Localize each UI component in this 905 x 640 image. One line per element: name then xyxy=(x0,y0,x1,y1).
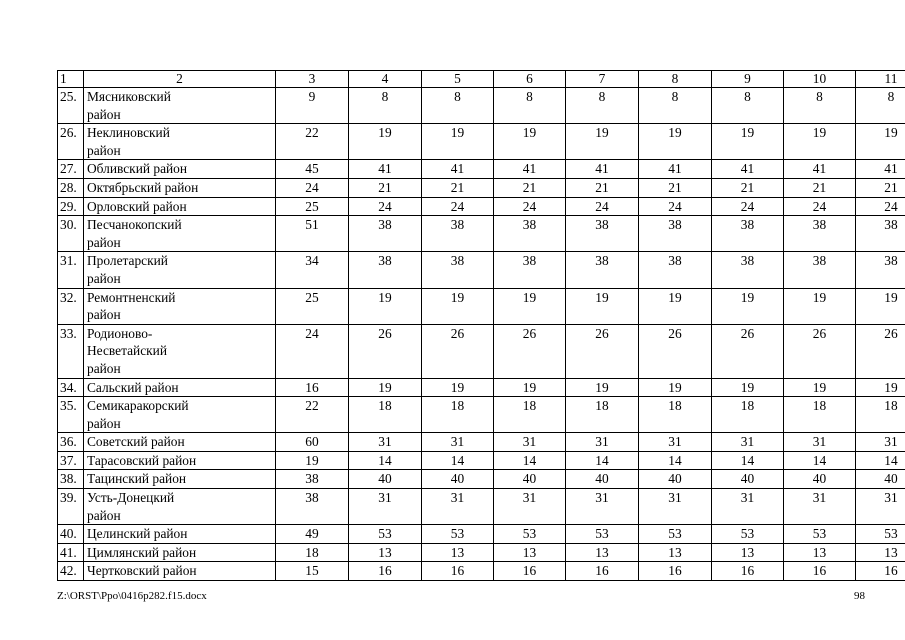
table-row xyxy=(58,397,905,433)
header-cell: 4 xyxy=(349,71,422,88)
value-cell: 53 xyxy=(784,525,856,544)
value-cell: 38 xyxy=(784,216,856,252)
header-cell: 7 xyxy=(566,71,639,88)
value-cell: 38 xyxy=(566,216,639,252)
value-cell: 15 xyxy=(276,562,349,581)
value-cell: 40 xyxy=(639,470,712,489)
district-name: Октябрьский район xyxy=(84,178,276,197)
value-cell: 18 xyxy=(712,397,784,433)
row-number: 26. xyxy=(58,124,84,160)
value-cell: 14 xyxy=(494,451,566,470)
row-number: 41. xyxy=(58,543,84,562)
value-cell: 38 xyxy=(566,252,639,288)
value-cell: 31 xyxy=(494,489,566,525)
district-name: Чертковский район xyxy=(84,562,276,581)
value-cell: 8 xyxy=(566,88,639,124)
value-cell: 31 xyxy=(856,433,905,452)
table-row xyxy=(58,489,905,525)
value-cell: 38 xyxy=(422,252,494,288)
row-number: 40. xyxy=(58,525,84,544)
value-cell: 31 xyxy=(494,433,566,452)
value-cell: 26 xyxy=(856,324,905,378)
row-number: 39. xyxy=(58,489,84,525)
value-cell: 53 xyxy=(639,525,712,544)
value-cell: 13 xyxy=(784,543,856,562)
value-cell: 40 xyxy=(349,470,422,489)
header-cell: 1 xyxy=(58,71,84,88)
value-cell: 53 xyxy=(349,525,422,544)
row-number: 32. xyxy=(58,288,84,324)
value-cell: 31 xyxy=(422,433,494,452)
value-cell: 38 xyxy=(349,252,422,288)
value-cell: 49 xyxy=(276,525,349,544)
value-cell: 38 xyxy=(276,489,349,525)
table-row xyxy=(58,562,905,581)
table-row xyxy=(58,543,905,562)
value-cell: 8 xyxy=(639,88,712,124)
value-cell: 19 xyxy=(276,451,349,470)
value-cell: 9 xyxy=(276,88,349,124)
value-cell: 41 xyxy=(639,160,712,179)
value-cell: 13 xyxy=(349,543,422,562)
district-name: Орловский район xyxy=(84,197,276,216)
district-name: Советский район xyxy=(84,433,276,452)
value-cell: 8 xyxy=(784,88,856,124)
value-cell: 24 xyxy=(276,178,349,197)
value-cell: 38 xyxy=(422,216,494,252)
value-cell: 18 xyxy=(276,543,349,562)
value-cell: 22 xyxy=(276,124,349,160)
table-row xyxy=(58,197,905,216)
value-cell: 38 xyxy=(856,216,905,252)
district-name: Усть-Донецкий район xyxy=(84,489,276,525)
value-cell: 14 xyxy=(639,451,712,470)
value-cell: 19 xyxy=(712,288,784,324)
value-cell: 26 xyxy=(349,324,422,378)
value-cell: 19 xyxy=(784,378,856,397)
value-cell: 14 xyxy=(422,451,494,470)
value-cell: 21 xyxy=(712,178,784,197)
row-number: 25. xyxy=(58,88,84,124)
table-row xyxy=(58,88,905,124)
value-cell: 14 xyxy=(712,451,784,470)
value-cell: 16 xyxy=(639,562,712,581)
value-cell: 19 xyxy=(784,124,856,160)
value-cell: 24 xyxy=(276,324,349,378)
value-cell: 13 xyxy=(566,543,639,562)
value-cell: 41 xyxy=(494,160,566,179)
value-cell: 18 xyxy=(349,397,422,433)
table-row xyxy=(58,433,905,452)
value-cell: 51 xyxy=(276,216,349,252)
district-name: Песчанокопский район xyxy=(84,216,276,252)
value-cell: 19 xyxy=(422,378,494,397)
value-cell: 19 xyxy=(712,124,784,160)
value-cell: 40 xyxy=(784,470,856,489)
value-cell: 18 xyxy=(856,397,905,433)
value-cell: 19 xyxy=(856,288,905,324)
value-cell: 19 xyxy=(566,378,639,397)
value-cell: 19 xyxy=(349,288,422,324)
district-name: Цимлянский район xyxy=(84,543,276,562)
row-number: 38. xyxy=(58,470,84,489)
row-number: 28. xyxy=(58,178,84,197)
value-cell: 26 xyxy=(784,324,856,378)
value-cell: 13 xyxy=(422,543,494,562)
header-cell: 5 xyxy=(422,71,494,88)
value-cell: 31 xyxy=(566,489,639,525)
value-cell: 19 xyxy=(494,378,566,397)
value-cell: 26 xyxy=(639,324,712,378)
value-cell: 38 xyxy=(712,252,784,288)
value-cell: 19 xyxy=(349,124,422,160)
district-name: Тацинский район xyxy=(84,470,276,489)
value-cell: 8 xyxy=(494,88,566,124)
district-name: Ремонтненский район xyxy=(84,288,276,324)
row-number: 34. xyxy=(58,378,84,397)
value-cell: 16 xyxy=(422,562,494,581)
value-cell: 19 xyxy=(566,288,639,324)
value-cell: 53 xyxy=(494,525,566,544)
value-cell: 31 xyxy=(639,433,712,452)
row-number: 33. xyxy=(58,324,84,378)
value-cell: 38 xyxy=(494,252,566,288)
value-cell: 19 xyxy=(566,124,639,160)
table-row xyxy=(58,451,905,470)
value-cell: 34 xyxy=(276,252,349,288)
page-number: 98 xyxy=(854,590,865,602)
value-cell: 8 xyxy=(856,88,905,124)
value-cell: 21 xyxy=(856,178,905,197)
value-cell: 19 xyxy=(494,124,566,160)
header-cell: 6 xyxy=(494,71,566,88)
value-cell: 31 xyxy=(639,489,712,525)
value-cell: 21 xyxy=(566,178,639,197)
table-row xyxy=(58,160,905,179)
value-cell: 16 xyxy=(494,562,566,581)
value-cell: 21 xyxy=(639,178,712,197)
value-cell: 19 xyxy=(784,288,856,324)
value-cell: 22 xyxy=(276,397,349,433)
value-cell: 31 xyxy=(566,433,639,452)
table-row xyxy=(58,470,905,489)
value-cell: 41 xyxy=(712,160,784,179)
row-number: 42. xyxy=(58,562,84,581)
value-cell: 19 xyxy=(639,378,712,397)
value-cell: 40 xyxy=(856,470,905,489)
header-cell: 9 xyxy=(712,71,784,88)
value-cell: 18 xyxy=(639,397,712,433)
value-cell: 14 xyxy=(566,451,639,470)
value-cell: 16 xyxy=(566,562,639,581)
value-cell: 8 xyxy=(712,88,784,124)
table-row xyxy=(58,324,905,378)
row-number: 35. xyxy=(58,397,84,433)
value-cell: 25 xyxy=(276,197,349,216)
table-row xyxy=(58,525,905,544)
row-number: 27. xyxy=(58,160,84,179)
value-cell: 38 xyxy=(349,216,422,252)
value-cell: 38 xyxy=(494,216,566,252)
value-cell: 16 xyxy=(784,562,856,581)
value-cell: 19 xyxy=(712,378,784,397)
value-cell: 24 xyxy=(712,197,784,216)
value-cell: 38 xyxy=(639,252,712,288)
value-cell: 21 xyxy=(494,178,566,197)
row-number: 30. xyxy=(58,216,84,252)
value-cell: 53 xyxy=(566,525,639,544)
value-cell: 40 xyxy=(712,470,784,489)
value-cell: 26 xyxy=(712,324,784,378)
district-name: Целинский район xyxy=(84,525,276,544)
value-cell: 19 xyxy=(422,124,494,160)
header-cell: 3 xyxy=(276,71,349,88)
value-cell: 13 xyxy=(494,543,566,562)
table-body xyxy=(58,71,905,581)
value-cell: 19 xyxy=(639,124,712,160)
value-cell: 24 xyxy=(349,197,422,216)
value-cell: 8 xyxy=(349,88,422,124)
value-cell: 16 xyxy=(712,562,784,581)
value-cell: 31 xyxy=(712,489,784,525)
value-cell: 24 xyxy=(784,197,856,216)
value-cell: 19 xyxy=(349,378,422,397)
value-cell: 38 xyxy=(856,252,905,288)
value-cell: 41 xyxy=(422,160,494,179)
value-cell: 41 xyxy=(566,160,639,179)
value-cell: 38 xyxy=(712,216,784,252)
row-number: 36. xyxy=(58,433,84,452)
value-cell: 19 xyxy=(856,378,905,397)
table-row xyxy=(58,252,905,288)
value-cell: 53 xyxy=(422,525,494,544)
district-data-table xyxy=(57,70,905,581)
header-cell: 2 xyxy=(84,71,276,88)
value-cell: 31 xyxy=(784,489,856,525)
value-cell: 31 xyxy=(784,433,856,452)
value-cell: 31 xyxy=(712,433,784,452)
value-cell: 18 xyxy=(784,397,856,433)
value-cell: 53 xyxy=(712,525,784,544)
value-cell: 45 xyxy=(276,160,349,179)
header-cell: 11 xyxy=(856,71,905,88)
value-cell: 8 xyxy=(422,88,494,124)
value-cell: 18 xyxy=(494,397,566,433)
value-cell: 24 xyxy=(494,197,566,216)
value-cell: 24 xyxy=(639,197,712,216)
table-row xyxy=(58,178,905,197)
value-cell: 26 xyxy=(494,324,566,378)
value-cell: 38 xyxy=(784,252,856,288)
value-cell: 40 xyxy=(422,470,494,489)
row-number: 31. xyxy=(58,252,84,288)
value-cell: 40 xyxy=(566,470,639,489)
district-name: Обливский район xyxy=(84,160,276,179)
value-cell: 18 xyxy=(422,397,494,433)
value-cell: 14 xyxy=(349,451,422,470)
value-cell: 21 xyxy=(784,178,856,197)
header-cell: 10 xyxy=(784,71,856,88)
table-row xyxy=(58,288,905,324)
value-cell: 19 xyxy=(422,288,494,324)
header-row xyxy=(58,71,905,88)
value-cell: 18 xyxy=(566,397,639,433)
value-cell: 38 xyxy=(276,470,349,489)
value-cell: 40 xyxy=(494,470,566,489)
table-row xyxy=(58,378,905,397)
value-cell: 19 xyxy=(494,288,566,324)
district-name: Сальский район xyxy=(84,378,276,397)
row-number: 37. xyxy=(58,451,84,470)
value-cell: 24 xyxy=(422,197,494,216)
value-cell: 24 xyxy=(566,197,639,216)
row-number: 29. xyxy=(58,197,84,216)
header-cell: 8 xyxy=(639,71,712,88)
value-cell: 16 xyxy=(276,378,349,397)
value-cell: 31 xyxy=(856,489,905,525)
value-cell: 14 xyxy=(856,451,905,470)
value-cell: 13 xyxy=(856,543,905,562)
value-cell: 14 xyxy=(784,451,856,470)
value-cell: 41 xyxy=(856,160,905,179)
district-name: Тарасовский район xyxy=(84,451,276,470)
district-name: Неклиновский район xyxy=(84,124,276,160)
value-cell: 26 xyxy=(422,324,494,378)
district-name: Родионово- Несветайский район xyxy=(84,324,276,378)
value-cell: 38 xyxy=(639,216,712,252)
value-cell: 53 xyxy=(856,525,905,544)
value-cell: 41 xyxy=(349,160,422,179)
value-cell: 31 xyxy=(422,489,494,525)
value-cell: 25 xyxy=(276,288,349,324)
footer-file-path: Z:\ORST\Ppo\0416p282.f15.docx xyxy=(57,590,207,602)
district-name: Семикаракорский район xyxy=(84,397,276,433)
value-cell: 16 xyxy=(856,562,905,581)
value-cell: 21 xyxy=(422,178,494,197)
value-cell: 13 xyxy=(639,543,712,562)
value-cell: 16 xyxy=(349,562,422,581)
value-cell: 19 xyxy=(639,288,712,324)
value-cell: 21 xyxy=(349,178,422,197)
value-cell: 31 xyxy=(349,433,422,452)
value-cell: 31 xyxy=(349,489,422,525)
district-name: Пролетарский район xyxy=(84,252,276,288)
value-cell: 26 xyxy=(566,324,639,378)
value-cell: 60 xyxy=(276,433,349,452)
table-row xyxy=(58,216,905,252)
table-row xyxy=(58,124,905,160)
value-cell: 41 xyxy=(784,160,856,179)
value-cell: 19 xyxy=(856,124,905,160)
value-cell: 24 xyxy=(856,197,905,216)
value-cell: 13 xyxy=(712,543,784,562)
district-name: Мясниковский район xyxy=(84,88,276,124)
